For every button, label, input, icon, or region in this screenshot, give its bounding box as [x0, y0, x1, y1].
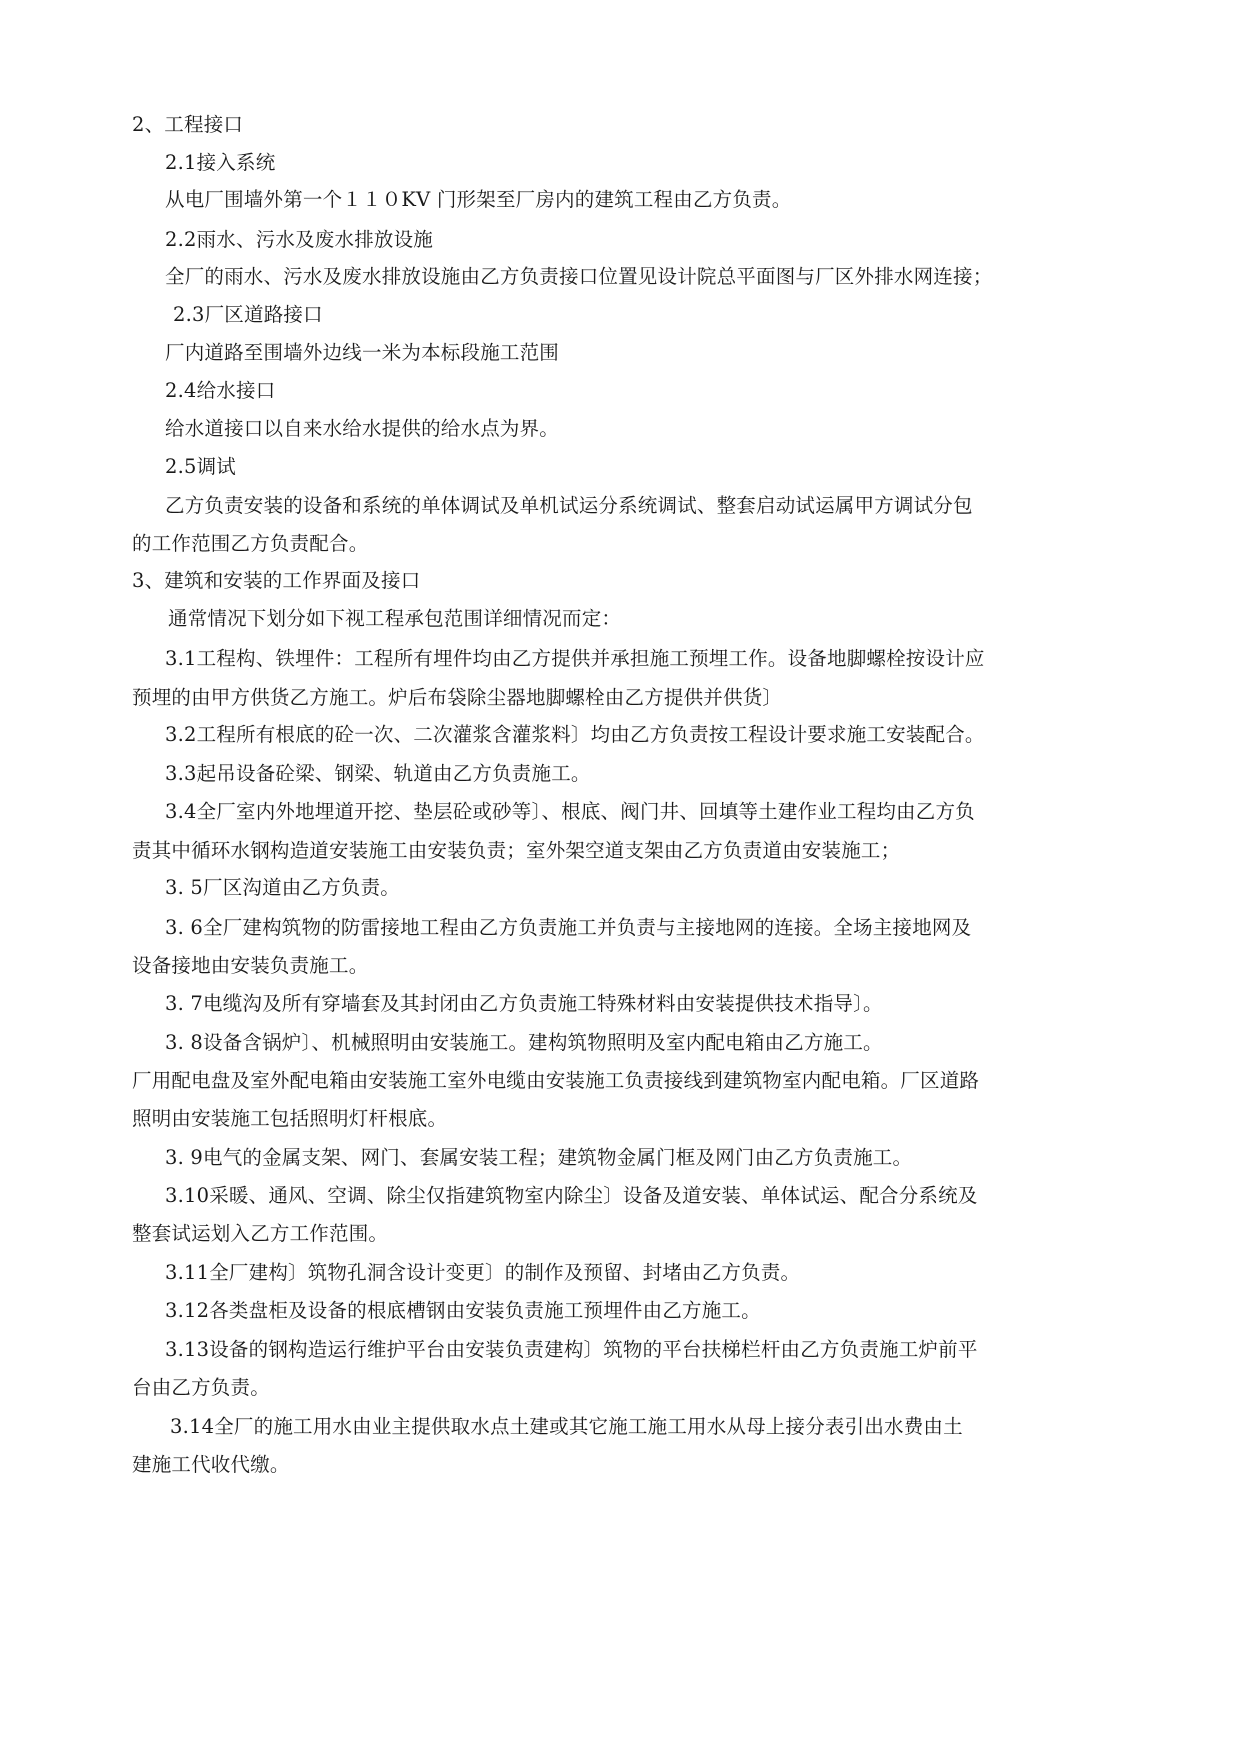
paragraph-line: 3.2工程所有根底的砼一次、二次灌浆含灌浆料〕均由乙方负责按工程设计要求施工安装配合。	[165, 723, 985, 746]
paragraph-line: 的工作范围乙方负责配合。	[132, 532, 369, 555]
paragraph-line: 3.11全厂建构〕筑物孔洞含设计变更〕的制作及预留、封堵由乙方负责。	[165, 1261, 801, 1284]
paragraph-line: 预埋的由甲方供货乙方施工。炉后布袋除尘器地脚螺栓由乙方提供并供货〕	[132, 686, 783, 709]
paragraph-line: 台由乙方负责。	[132, 1376, 270, 1399]
paragraph-line: 3.13设备的钢构造运行维护平台由安装负责建构〕筑物的平台扶梯栏杆由乙方负责施工炉前平	[165, 1338, 978, 1361]
paragraph-line: 3. 7电缆沟及所有穿墙套及其封闭由乙方负责施工特殊材料由安装提供技术指导〕。	[165, 992, 883, 1015]
paragraph-line: 厂内道路至围墙外边线一米为本标段施工范围	[165, 341, 560, 364]
paragraph-line: 3.1工程构、铁埋件：工程所有埋件均由乙方提供并承担施工预埋工作。设备地脚螺栓按设计应	[165, 647, 985, 670]
paragraph-line: 给水道接口以自来水给水提供的给水点为界。	[165, 417, 560, 440]
paragraph-line: 照明由安装施工包括照明灯杆根底。	[132, 1107, 448, 1130]
paragraph-line: 3.4全厂室内外地埋道开挖、垫层砼或砂等〕、根底、阀门井、回填等土建作业工程均由乙方负	[165, 800, 975, 823]
subsection-heading: 2.5调试	[165, 455, 237, 478]
subsection-heading: 2.1接入系统	[165, 151, 276, 174]
paragraph-line: 设备接地由安装负责施工。	[132, 954, 369, 977]
paragraph-line: 全厂的雨水、污水及废水排放设施由乙方负责接口位置见设计院总平面图与厂区外排水网连接；	[165, 265, 993, 288]
paragraph-line: 厂用配电盘及室外配电箱由安装施工室外电缆由安装施工负责接线到建筑物室内配电箱。厂区道路	[132, 1069, 980, 1092]
subsection-heading: 2.3厂区道路接口	[173, 303, 323, 326]
paragraph-line: 责其中循环水钢构造道安装施工由安装负责；室外架空道支架由乙方负责道由安装施工；	[132, 839, 901, 862]
subsection-heading: 2.4给水接口	[165, 379, 276, 402]
paragraph-line: 整套试运划入乙方工作范围。	[132, 1222, 389, 1245]
paragraph-line: 3. 9电气的金属支架、网门、套属安装工程；建筑物金属门框及网门由乙方负责施工。	[165, 1146, 913, 1169]
paragraph-line: 3. 8设备含锅炉〕、机械照明由安装施工。建构筑物照明及室内配电箱由乙方施工。	[165, 1031, 883, 1054]
paragraph-line: 从电厂围墙外第一个１１０KV 门形架至厂房内的建筑工程由乙方负责。	[165, 188, 792, 211]
paragraph-line: 3.3起吊设备砼梁、钢梁、轨道由乙方负责施工。	[165, 762, 591, 785]
paragraph-line: 3. 5厂区沟道由乙方负责。	[165, 876, 401, 899]
section-heading: 2、工程接口	[132, 113, 244, 136]
paragraph-line: 通常情况下划分如下视工程承包范围详细情况而定：	[168, 607, 622, 630]
paragraph-line: 3.10采暖、通风、空调、除尘仅指建筑物室内除尘〕设备及道安装、单体试运、配合分系统及	[165, 1184, 978, 1207]
paragraph-line: 3. 6全厂建构筑物的防雷接地工程由乙方负责施工并负责与主接地网的连接。全场主接地网及	[165, 916, 972, 939]
paragraph-line: 3.12各类盘柜及设备的根底槽钢由安装负责施工预埋件由乙方施工。	[165, 1299, 761, 1322]
subsection-heading: 2.2雨水、污水及废水排放设施	[165, 228, 434, 251]
section-heading: 3、建筑和安装的工作界面及接口	[132, 569, 421, 592]
paragraph-line: 3.14全厂的施工用水由业主提供取水点土建或其它施工施工用水从母上接分表引出水费由土	[170, 1415, 963, 1438]
paragraph-line: 建施工代收代缴。	[132, 1453, 290, 1476]
paragraph-line: 乙方负责安装的设备和系统的单体调试及单机试运分系统调试、整套启动试运属甲方调试分包	[165, 494, 973, 517]
